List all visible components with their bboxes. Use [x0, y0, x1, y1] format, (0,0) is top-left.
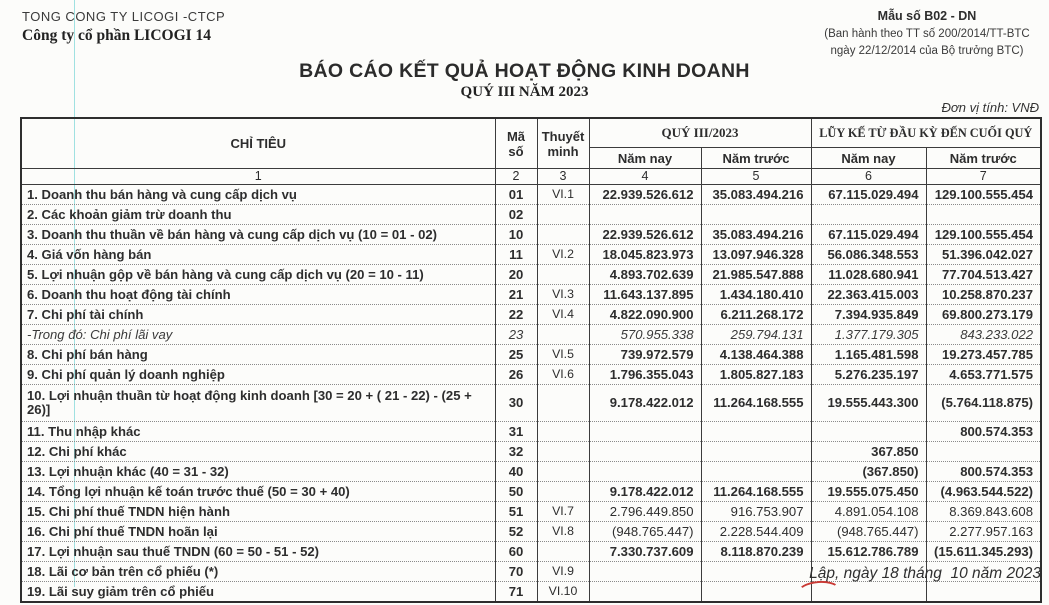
row-note-cell: VI.4 — [537, 305, 589, 325]
row-note-cell: VI.6 — [537, 365, 589, 385]
col-num-5: 5 — [701, 169, 811, 185]
row-value-cumulative-now — [811, 422, 926, 442]
row-value-cumulative-now: 7.394.935.849 — [811, 305, 926, 325]
table-row — [21, 422, 1041, 442]
row-value-quarter-prev: 4.138.464.388 — [701, 345, 811, 365]
row-note-cell: VI.1 — [537, 185, 589, 205]
row-code-cell: 40 — [495, 462, 537, 482]
row-value-quarter-now — [589, 422, 701, 442]
table-row — [21, 325, 1041, 345]
row-code-cell: 10 — [495, 225, 537, 245]
table-row — [21, 185, 1041, 205]
row-value-quarter-now: 2.796.449.850 — [589, 502, 701, 522]
row-value-quarter-now: 739.972.579 — [589, 345, 701, 365]
row-value-cumulative-now — [811, 205, 926, 225]
form-reference-block — [808, 7, 1046, 60]
row-label-cell: 8. Chi phí bán hàng — [21, 345, 495, 365]
header-q-nam-nay: Năm nay — [589, 148, 701, 169]
row-value-quarter-now — [589, 205, 701, 225]
row-value-quarter-now: 9.178.422.012 — [589, 385, 701, 422]
row-value-quarter-now: 4.822.090.900 — [589, 305, 701, 325]
row-note-cell — [537, 325, 589, 345]
row-value-cumulative-prev: (15.611.345.293) — [926, 542, 1041, 562]
table-header-row-1 — [21, 118, 1041, 148]
col-num-7: 7 — [926, 169, 1041, 185]
row-value-cumulative-now: 19.555.443.300 — [811, 385, 926, 422]
row-code-cell: 70 — [495, 562, 537, 582]
row-code-cell: 25 — [495, 345, 537, 365]
row-value-quarter-prev: 11.264.168.555 — [701, 482, 811, 502]
row-value-quarter-prev: 6.211.268.172 — [701, 305, 811, 325]
row-code-cell: 52 — [495, 522, 537, 542]
row-value-cumulative-prev: 69.800.273.179 — [926, 305, 1041, 325]
prepared-date: Lập, ngày 18 tháng 10 năm 2023 — [809, 565, 1041, 582]
company-header — [22, 8, 225, 46]
row-label-cell: 5. Lợi nhuận gộp về bán hàng và cung cấp dịch vụ (20 = 10 - 11) — [21, 265, 495, 285]
row-value-quarter-prev — [701, 562, 811, 582]
header-q-nam-truoc: Năm trước — [701, 148, 811, 169]
row-label-cell: 19. Lãi suy giảm trên cổ phiếu — [21, 582, 495, 603]
table-row — [21, 502, 1041, 522]
row-value-quarter-now — [589, 442, 701, 462]
row-label-cell: 2. Các khoản giảm trừ doanh thu — [21, 205, 495, 225]
row-value-quarter-now: 570.955.338 — [589, 325, 701, 345]
row-code-cell: 30 — [495, 385, 537, 422]
row-value-quarter-now: (948.765.447) — [589, 522, 701, 542]
table-row — [21, 205, 1041, 225]
row-value-quarter-prev: 35.083.494.216 — [701, 225, 811, 245]
row-value-cumulative-now: 367.850 — [811, 442, 926, 462]
row-code-cell: 31 — [495, 422, 537, 442]
row-value-quarter-prev: 35.083.494.216 — [701, 185, 811, 205]
row-code-cell: 60 — [495, 542, 537, 562]
row-value-quarter-prev: 13.097.946.328 — [701, 245, 811, 265]
row-value-cumulative-prev — [926, 442, 1041, 462]
row-value-cumulative-now: 15.612.786.789 — [811, 542, 926, 562]
income-statement-table — [20, 117, 1042, 603]
row-label-cell: 17. Lợi nhuận sau thuế TNDN (60 = 50 - 51 - 52) — [21, 542, 495, 562]
row-value-cumulative-prev: 843.233.022 — [926, 325, 1041, 345]
table-row — [21, 365, 1041, 385]
row-note-cell: VI.9 — [537, 562, 589, 582]
row-code-cell: 21 — [495, 285, 537, 305]
header-c-nam-truoc: Năm trước — [926, 148, 1041, 169]
table-row — [21, 285, 1041, 305]
form-date-line: ngày 22/12/2014 của Bộ trưởng BTC) — [830, 45, 1024, 57]
header-ma-so: Mã số — [495, 118, 537, 169]
row-value-cumulative-prev: 77.704.513.427 — [926, 265, 1041, 285]
row-value-quarter-now: 22.939.526.612 — [589, 225, 701, 245]
row-value-cumulative-prev: 2.277.957.163 — [926, 522, 1041, 542]
row-code-cell: 51 — [495, 502, 537, 522]
table-row — [21, 542, 1041, 562]
col-num-3: 3 — [537, 169, 589, 185]
table-row — [21, 245, 1041, 265]
header-thuyet-minh: Thuyết minh — [537, 118, 589, 169]
form-circular-line: (Ban hành theo TT số 200/2014/TT-BTC — [824, 27, 1030, 40]
row-label-cell: 18. Lãi cơ bản trên cổ phiếu (*) — [21, 562, 495, 582]
row-code-cell: 11 — [495, 245, 537, 265]
row-value-quarter-now: 1.796.355.043 — [589, 365, 701, 385]
table-row — [21, 582, 1041, 603]
col-num-2: 2 — [495, 169, 537, 185]
row-value-cumulative-prev — [926, 582, 1041, 603]
row-label-cell: 4. Giá vốn hàng bán — [21, 245, 495, 265]
row-code-cell: 50 — [495, 482, 537, 502]
row-value-quarter-now — [589, 562, 701, 582]
row-code-cell: 22 — [495, 305, 537, 325]
row-label-cell: 15. Chi phí thuế TNDN hiện hành — [21, 502, 495, 522]
row-value-cumulative-now: 67.115.029.494 — [811, 225, 926, 245]
row-value-quarter-now: 9.178.422.012 — [589, 482, 701, 502]
row-value-cumulative-prev: (4.963.544.522) — [926, 482, 1041, 502]
row-value-cumulative-prev: 10.258.870.237 — [926, 285, 1041, 305]
row-note-cell: VI.3 — [537, 285, 589, 305]
row-note-cell: VI.8 — [537, 522, 589, 542]
column-number-row — [21, 169, 1041, 185]
row-value-cumulative-prev: 8.369.843.608 — [926, 502, 1041, 522]
row-note-cell — [537, 385, 589, 422]
row-value-quarter-prev — [701, 422, 811, 442]
row-label-cell: 10. Lợi nhuận thuần từ hoạt động kinh doanh [30 = 20 + ( 21 - 22) - (25 + 26)] — [21, 385, 495, 422]
row-code-cell: 20 — [495, 265, 537, 285]
table-row — [21, 345, 1041, 365]
header-chi-tieu: CHỈ TIÊU — [21, 118, 495, 169]
row-value-quarter-prev: 21.985.547.888 — [701, 265, 811, 285]
row-value-quarter-prev: 11.264.168.555 — [701, 385, 811, 422]
row-label-cell: 11. Thu nhập khác — [21, 422, 495, 442]
row-value-quarter-prev — [701, 205, 811, 225]
row-value-cumulative-now: (367.850) — [811, 462, 926, 482]
row-note-cell — [537, 542, 589, 562]
income-statement-table-wrap — [20, 117, 1042, 603]
header-group-cumulative: LŨY KẾ TỪ ĐẦU KỲ ĐẾN CUỐI QUÝ — [811, 118, 1041, 148]
row-value-quarter-prev: 1.805.827.183 — [701, 365, 811, 385]
row-value-cumulative-prev: 129.100.555.454 — [926, 185, 1041, 205]
row-value-quarter-now — [589, 582, 701, 603]
row-value-cumulative-prev: 800.574.353 — [926, 422, 1041, 442]
row-value-cumulative-now: 22.363.415.003 — [811, 285, 926, 305]
row-label-cell: 14. Tổng lợi nhuận kế toán trước thuế (50 = 30 + 40) — [21, 482, 495, 502]
col-num-6: 6 — [811, 169, 926, 185]
report-table-body — [21, 185, 1041, 603]
row-label-cell: 3. Doanh thu thuần về bán hàng và cung cấp dịch vụ (10 = 01 - 02) — [21, 225, 495, 245]
row-label-cell: 12. Chi phí khác — [21, 442, 495, 462]
row-value-quarter-prev: 259.794.131 — [701, 325, 811, 345]
col-num-4: 4 — [589, 169, 701, 185]
row-value-cumulative-now: 56.086.348.553 — [811, 245, 926, 265]
row-value-quarter-now: 18.045.823.973 — [589, 245, 701, 265]
row-value-cumulative-now: 67.115.029.494 — [811, 185, 926, 205]
row-value-cumulative-now: 11.028.680.941 — [811, 265, 926, 285]
report-subtitle: QUÝ III NĂM 2023 — [460, 84, 589, 100]
header-group-quarter: QUÝ III/2023 — [589, 118, 811, 148]
row-value-quarter-now: 4.893.702.639 — [589, 265, 701, 285]
row-value-quarter-prev: 916.753.907 — [701, 502, 811, 522]
row-note-cell — [537, 265, 589, 285]
table-row — [21, 385, 1041, 422]
row-note-cell: VI.7 — [537, 502, 589, 522]
row-note-cell — [537, 422, 589, 442]
row-note-cell — [537, 442, 589, 462]
row-code-cell: 02 — [495, 205, 537, 225]
table-row — [21, 462, 1041, 482]
row-value-quarter-now: 22.939.526.612 — [589, 185, 701, 205]
col-num-1: 1 — [21, 169, 495, 185]
table-row — [21, 482, 1041, 502]
row-value-cumulative-prev: 800.574.353 — [926, 462, 1041, 482]
row-value-cumulative-now: 1.377.179.305 — [811, 325, 926, 345]
row-note-cell: VI.10 — [537, 582, 589, 603]
table-row — [21, 305, 1041, 325]
row-value-cumulative-prev: 129.100.555.454 — [926, 225, 1041, 245]
row-value-quarter-prev: 2.228.544.409 — [701, 522, 811, 542]
row-label-cell: 7. Chi phí tài chính — [21, 305, 495, 325]
row-value-cumulative-now: (948.765.447) — [811, 522, 926, 542]
row-value-cumulative-now: 4.891.054.108 — [811, 502, 926, 522]
row-value-cumulative-prev — [926, 205, 1041, 225]
table-row — [21, 265, 1041, 285]
row-note-cell: VI.5 — [537, 345, 589, 365]
row-label-cell: 13. Lợi nhuận khác (40 = 31 - 32) — [21, 462, 495, 482]
row-value-quarter-prev — [701, 462, 811, 482]
row-value-cumulative-prev: 51.396.042.027 — [926, 245, 1041, 265]
row-note-cell — [537, 205, 589, 225]
row-code-cell: 01 — [495, 185, 537, 205]
row-code-cell: 71 — [495, 582, 537, 603]
row-value-quarter-prev — [701, 582, 811, 603]
row-value-cumulative-now: 5.276.235.197 — [811, 365, 926, 385]
row-value-quarter-prev: 8.118.870.239 — [701, 542, 811, 562]
row-code-cell: 23 — [495, 325, 537, 345]
currency-unit-note: Đơn vị tính: VNĐ — [941, 100, 1039, 115]
row-value-cumulative-prev: 19.273.457.785 — [926, 345, 1041, 365]
row-code-cell: 32 — [495, 442, 537, 462]
row-note-cell: VI.2 — [537, 245, 589, 265]
form-number: Mẫu số B02 - DN — [877, 9, 977, 23]
company-group-name: TONG CONG TY LICOGI -CTCP — [22, 9, 226, 24]
row-code-cell: 26 — [495, 365, 537, 385]
row-value-quarter-now — [589, 462, 701, 482]
row-label-cell: 16. Chi phí thuế TNDN hoãn lại — [21, 522, 495, 542]
row-label-cell: 9. Chi phí quản lý doanh nghiệp — [21, 365, 495, 385]
row-value-cumulative-now: 1.165.481.598 — [811, 345, 926, 365]
report-title: BÁO CÁO KẾT QUẢ HOẠT ĐỘNG KINH DOANH — [299, 60, 750, 82]
row-note-cell — [537, 462, 589, 482]
header-c-nam-nay: Năm nay — [811, 148, 926, 169]
row-value-quarter-prev — [701, 442, 811, 462]
row-label-cell: -Trong đó: Chi phí lãi vay — [21, 325, 495, 345]
row-value-cumulative-now: 19.555.075.450 — [811, 482, 926, 502]
row-value-quarter-prev: 1.434.180.410 — [701, 285, 811, 305]
table-row — [21, 225, 1041, 245]
row-note-cell — [537, 225, 589, 245]
row-label-cell: 6. Doanh thu hoạt động tài chính — [21, 285, 495, 305]
row-label-cell: 1. Doanh thu bán hàng và cung cấp dịch vụ — [21, 185, 495, 205]
row-note-cell — [537, 482, 589, 502]
row-value-quarter-now: 11.643.137.895 — [589, 285, 701, 305]
row-value-quarter-now: 7.330.737.609 — [589, 542, 701, 562]
table-row — [21, 442, 1041, 462]
row-value-cumulative-prev: 4.653.771.575 — [926, 365, 1041, 385]
row-value-cumulative-prev: (5.764.118.875) — [926, 385, 1041, 422]
company-name: Công ty cổ phần LICOGI 14 — [22, 26, 212, 44]
table-row — [21, 522, 1041, 542]
